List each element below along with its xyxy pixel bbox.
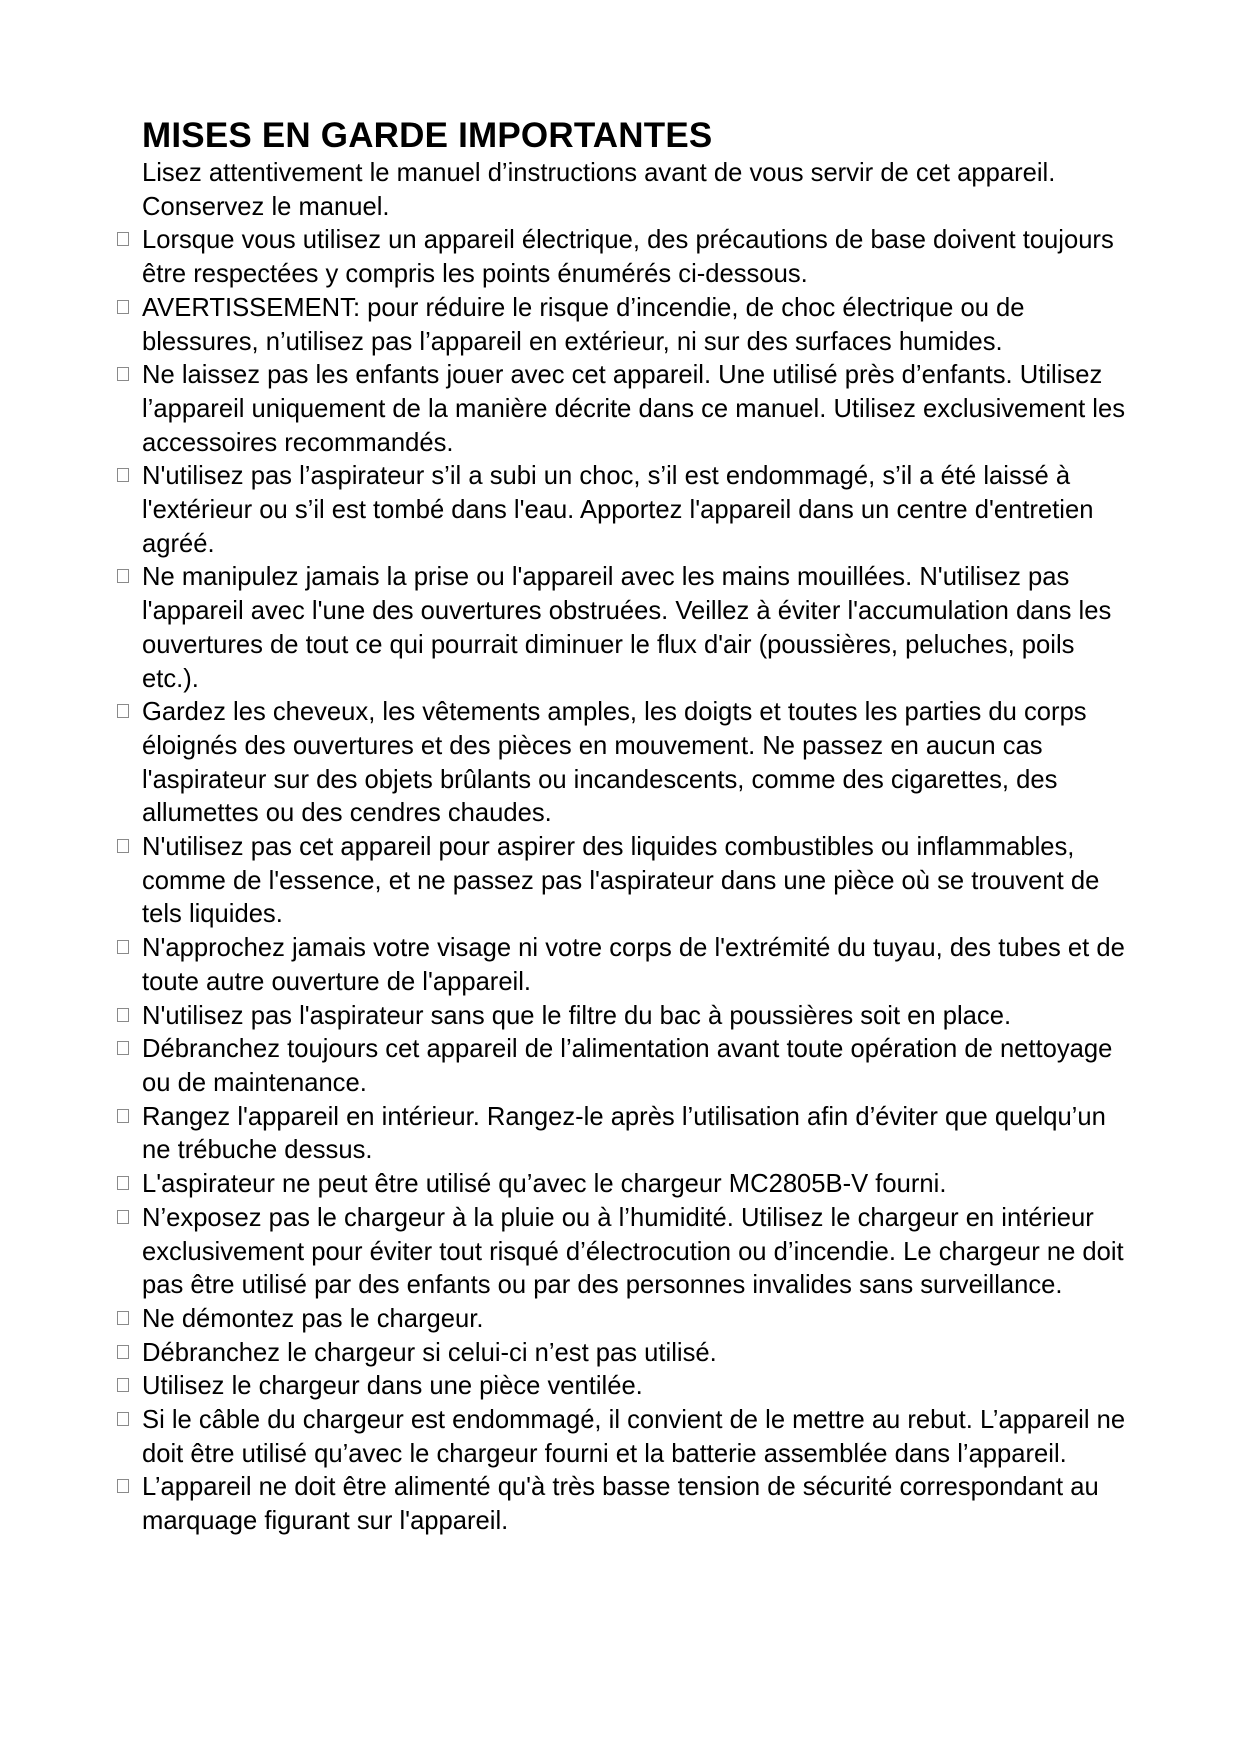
bullet-box-icon xyxy=(117,940,129,954)
warning-text: N'utilisez pas cet appareil pour aspirer des liquides combustibles ou inflammables, comme de l'essence, et ne passez pas l'aspirateur dans une pièce où se trouvent de tels liquides. xyxy=(142,833,1100,929)
warning-text: Ne démontez pas le chargeur. xyxy=(142,1304,484,1333)
bullet-box-icon xyxy=(117,1311,129,1325)
warning-item xyxy=(142,224,1132,291)
bullet-box-icon xyxy=(117,704,129,718)
warning-text: Utilisez le chargeur dans une pièce ventilée. xyxy=(142,1372,643,1401)
warning-text: Ne manipulez jamais la prise ou l'appareil avec les mains mouillées. N'utilisez pas l'appareil avec l'une des ouvertures obstruées. Veillez à éviter l'accumulation dans les ouvertures de tout ce qui pourrait diminuer le flux d'air (poussières, peluches, poils etc.). xyxy=(142,563,1112,693)
bullet-box-icon xyxy=(117,1109,129,1123)
bullet-box-icon xyxy=(117,300,129,314)
page-title: MISES EN GARDE IMPORTANTES xyxy=(142,116,713,155)
warning-text: Lorsque vous utilisez un appareil électrique, des précautions de base doivent toujours être respectées y compris les points énumérés ci-dessous. xyxy=(142,226,1114,289)
warning-item xyxy=(142,561,1132,696)
warning-text: L'aspirateur ne peut être utilisé qu’avec le chargeur MC2805B-V fourni. xyxy=(142,1170,947,1199)
bullet-box-icon xyxy=(117,1041,129,1055)
bullet-box-icon xyxy=(117,839,129,853)
warning-text: AVERTISSEMENT: pour réduire le risque d’incendie, de choc électrique ou de blessures, n’utilisez pas l’appareil en extérieur, ni sur des surfaces humides. xyxy=(142,293,1025,356)
warning-item xyxy=(142,1202,1132,1303)
warning-item xyxy=(142,460,1132,561)
bullet-box-icon xyxy=(117,232,129,246)
warning-text: Débranchez le chargeur si celui-ci n’est pas utilisé. xyxy=(142,1338,717,1367)
bullet-box-icon xyxy=(117,1210,129,1224)
bullet-box-icon xyxy=(117,1412,129,1426)
intro-text: Lisez attentivement le manuel d’instructions avant de vous servir de cet appareil. Conservez le manuel. xyxy=(142,159,1056,221)
warning-text: Rangez l'appareil en intérieur. Rangez-le après l’utilisation afin d’éviter que quelqu’un ne trébuche dessus. xyxy=(142,1102,1106,1165)
warning-item xyxy=(142,292,1132,359)
warning-text: N’exposez pas le chargeur à la pluie ou à l’humidité. Utilisez le chargeur en intérieur exclusivement pour éviter tout risqué d’électrocution ou d’incendie. Le chargeur ne doit pas être utilisé par des enfants ou par des personnes invalides sans surveillance. xyxy=(142,1203,1124,1300)
warning-item xyxy=(142,696,1132,831)
bullet-box-icon xyxy=(117,468,129,482)
warning-item xyxy=(142,1168,1132,1202)
warning-item xyxy=(142,1303,1132,1337)
warning-text: L’appareil ne doit être alimenté qu'à très basse tension de sécurité correspondant au marquage figurant sur l'appareil. xyxy=(142,1473,1099,1536)
warning-text: Si le câble du chargeur est endommagé, il convient de le mettre au rebut. L’appareil ne doit être utilisé qu’avec le chargeur fourni et la batterie assemblée dans l’appareil. xyxy=(142,1406,1126,1468)
warning-item xyxy=(142,1101,1132,1168)
warning-item xyxy=(142,1337,1132,1371)
bullet-box-icon xyxy=(117,1479,129,1493)
bullet-box-icon xyxy=(117,1008,129,1022)
document-body xyxy=(142,157,1132,1539)
warning-item xyxy=(142,831,1132,932)
warning-item xyxy=(142,1370,1132,1404)
warning-text: N'utilisez pas l’aspirateur s’il a subi un choc, s’il est endommagé, s’il a été laissé à l'extérieur ou s’il est tombé dans l'eau. Apportez l'appareil dans un centre d'entretien agréé. xyxy=(142,462,1094,558)
warning-text: N'utilisez pas l'aspirateur sans que le filtre du bac à poussières soit en place. xyxy=(142,1001,1012,1030)
bullet-box-icon xyxy=(117,1378,129,1392)
warning-item xyxy=(142,932,1132,999)
bullet-box-icon xyxy=(117,1345,129,1359)
warning-item xyxy=(142,1033,1132,1100)
bullet-box-icon xyxy=(117,569,129,583)
warning-item xyxy=(142,1471,1132,1538)
warning-text: Ne laissez pas les enfants jouer avec cet appareil. Une utilisé près d’enfants. Utilisez l’appareil uniquement de la manière décrite dans ce manuel. Utilisez exclusivement les accessoires recommandés. xyxy=(142,361,1126,457)
warning-item xyxy=(142,359,1132,460)
warnings-list xyxy=(142,224,1132,1538)
warning-text: N'approchez jamais votre visage ni votre corps de l'extrémité du tuyau, des tubes et de toute autre ouverture de l'appareil. xyxy=(142,934,1125,996)
bullet-box-icon xyxy=(117,367,129,381)
intro-paragraph xyxy=(142,157,1132,224)
warning-item xyxy=(142,1404,1132,1471)
bullet-box-icon xyxy=(117,1176,129,1190)
warning-item xyxy=(142,1000,1132,1034)
warning-text: Débranchez toujours cet appareil de l’alimentation avant toute opération de nettoyage ou de maintenance. xyxy=(142,1035,1113,1097)
warning-text: Gardez les cheveux, les vêtements amples, les doigts et toutes les parties du corps éloignés des ouvertures et des pièces en mouvement. Ne passez en aucun cas l'aspirateur sur des objets brûlants ou incandescents, comme des cigarettes, des allumettes ou des cendres chaudes. xyxy=(142,698,1087,828)
